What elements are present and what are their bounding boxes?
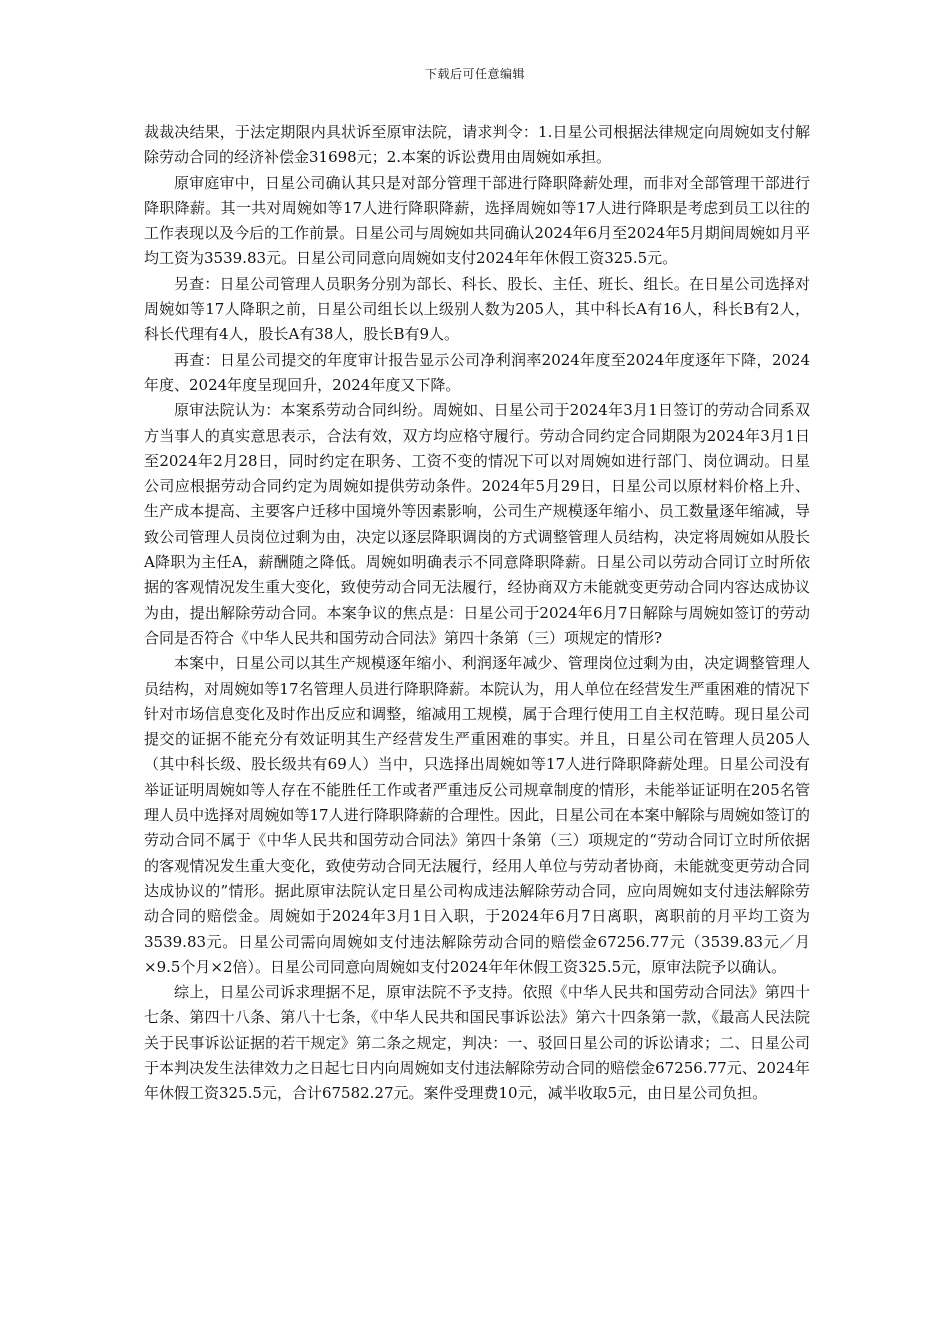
paragraph: 综上，日星公司诉求理据不足，原审法院不予支持。依照《中华人民共和国劳动合同法》第四十七条、第四十八条、第八十七条，《中华人民共和国民事诉讼法》第六十四条第一款，《最高人民法院关于民事诉讼证据的若干规定》第二条之规定，判决：一、驳回日星公司的诉讼请求；二、日星公司于本判决发生法律效力之日起七日内向周婉如支付违法解除劳动合同的赔偿金67256.77元、2024年年休假工资325.5元，合计67582.27元。案件受理费10元，减半收取5元，由日星公司负担。 xyxy=(144,983,810,1103)
paragraph: 本案中，日星公司以其生产规模逐年缩小、利润逐年减少、管理岗位过剩为由，决定调整管理人员结构，对周婉如等17名管理人员进行降职降薪。本院认为，用人单位在经营发生严重困难的情况下针对市场信息变化及时作出反应和调整，缩减用工规模，属于合理行使用工自主权范畴。现日星公司提交的证据不能充分有效证明其生产经营发生严重困难的事实。并且，日星公司在管理人员205人（其中科长级、股长级共有69人）当中，只选择出周婉如等17人进行降职降薪处理。日星公司没有举证证明周婉如等人存在不能胜任工作或者严重违反公司规章制度的情形，未能举证证明在205名管理人员中选择对周婉如等17人进行降职降薪的合理性。因此，日星公司在本案中解除与周婉如签订的劳动合同不属于《中华人民共和国劳动合同法》第四十条第（三）项规定的“劳动合同订立时所依据的客观情况发生重大变化，致使劳动合同无法履行，经用人单位与劳动者协商，未能就变更劳动合同达成协议的”情形。据此原审法院认定日星公司构成违法解除劳动合同，应向周婉如支付违法解除劳动合同的赔偿金。周婉如于2024年3月1日入职，于2024年6月7日离职，离职前的月平均工资为3539.83元。日星公司需向周婉如支付违法解除劳动合同的赔偿金67256.77元（3539.83元／月×9.5个月×2倍）。日星公司同意向周婉如支付2024年年休假工资325.5元，原审法院予以确认。 xyxy=(144,654,810,976)
paragraph: 另查：日星公司管理人员职务分别为部长、科长、股长、主任、班长、组长。在日星公司选择对周婉如等17人降职之前，日星公司组长以上级别人数为205人，其中科长A有16人，科长B有2人，科长代理有4人，股长A有38人，股长B有9人。 xyxy=(144,274,810,344)
page-header: 下载后可任意编辑 xyxy=(424,67,525,81)
paragraph: 裁裁决结果，于法定期限内具状诉至原审法院，请求判令：1.日星公司根据法律规定向周婉如支付解除劳动合同的经济补偿金31698元；2.本案的诉讼费用由周婉如承担。 xyxy=(144,123,810,167)
paragraph: 再查：日星公司提交的年度审计报告显示公司净利润率2024年度至2024年度逐年下降，2024年度、2024年度呈现回升，2024年度又下降。 xyxy=(144,350,810,394)
document-body xyxy=(144,120,810,1107)
paragraph: 原审庭审中，日星公司确认其只是对部分管理干部进行降职降薪处理，而非对全部管理干部进行降职降薪。其一共对周婉如等17人进行降职降薪，选择周婉如等17人进行降职是考虑到员工以往的工作表现以及今后的工作前景。日星公司与周婉如共同确认2024年6月至2024年5月期间周婉如月平均工资为3539.83元。日星公司同意向周婉如支付2024年年休假工资325.5元。 xyxy=(144,173,810,268)
paragraph: 原审法院认为：本案系劳动合同纠纷。周婉如、日星公司于2024年3月1日签订的劳动合同系双方当事人的真实意思表示，合法有效，双方均应格守履行。劳动合同约定合同期限为2024年3月1日至2024年2月28日，同时约定在职务、工资不变的情况下可以对周婉如进行部门、岗位调动。日星公司应根据劳动合同约定为周婉如提供劳动条件。2024年5月29日，日星公司以原材料价格上升、生产成本提高、主要客户迁移中国境外等因素影响，公司生产规模逐年缩小、员工数量逐年缩减，导致公司管理人员岗位过剩为由，决定以逐层降职调岗的方式调整管理人员结构，决定将周婉如从股长A降职为主任A，薪酬随之降低。周婉如明确表示不同意降职降薪。日星公司以劳动合同订立时所依据的客观情况发生重大变化，致使劳动合同无法履行，经协商双方未能就变更劳动合同内容达成协议为由，提出解除劳动合同。本案争议的焦点是：日星公司于2024年6月7日解除与周婉如签订的劳动合同是否符合《中华人民共和国劳动合同法》第四十条第（三）项规定的情形? xyxy=(144,401,810,647)
